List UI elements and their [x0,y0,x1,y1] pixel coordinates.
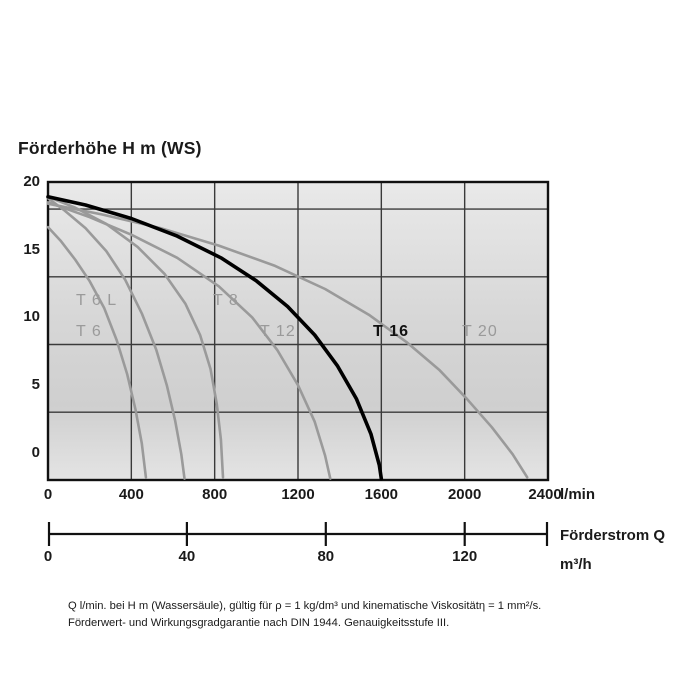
plot-area [48,182,548,480]
curve-label-t16: T 16 [373,323,410,340]
footnote [68,598,648,633]
x-tick-m3h-40: 40 [178,548,196,565]
x-axis-unit-m3h: m³/h [560,556,592,573]
curve-label-t12: T 12 [260,323,296,340]
chart-title: Förderhöhe H m (WS) [18,138,202,158]
y-tick-10: 10 [23,308,40,326]
x-axis-lmin-tick-labels [43,486,562,506]
curve-label-t6l: T 6 L [76,292,118,309]
x-tick-lmin-2400: 2400 [528,486,562,503]
curve-label-t6: T 6 [76,323,102,340]
y-axis-tick-labels [10,173,40,480]
x-axis-label-foerderstrom: Förderstrom Q [560,527,666,544]
x-axis-m3h-tick-labels [43,548,548,568]
x-axis-unit-lmin: l/min [560,486,596,503]
y-tick-20: 20 [23,173,40,190]
x-tick-lmin-1600: 1600 [364,486,399,503]
x-tick-m3h-120: 120 [452,548,478,565]
x-tick-lmin-1200: 1200 [281,486,315,503]
secondary-axis-svg [48,520,548,548]
footnote-line-2: Förderwert- und Wirkungsgradgarantie nach DIN 1944. Genauigkeitsstufe III. [68,617,450,630]
x-tick-m3h-0: 0 [43,548,53,565]
footnote-line-1: Q l/min. bei H m (Wassersäule), gültig für ρ = 1 kg/dm³ und kinematische Viskositätη = 1 mm²/s. [68,600,542,612]
x-tick-lmin-800: 800 [202,486,228,503]
y-tick-0: 0 [31,443,40,461]
x-tick-m3h-80: 80 [317,548,335,565]
x-tick-lmin-2000: 2000 [447,486,482,503]
curve-label-t8: T 8 [213,292,239,309]
y-tick-5: 5 [31,376,40,394]
x-tick-lmin-0: 0 [43,486,53,503]
y-tick-15: 15 [23,240,40,258]
grid-vertical [131,182,464,480]
x-tick-lmin-400: 400 [118,486,144,503]
curve-label-t20: T 20 [462,323,498,340]
